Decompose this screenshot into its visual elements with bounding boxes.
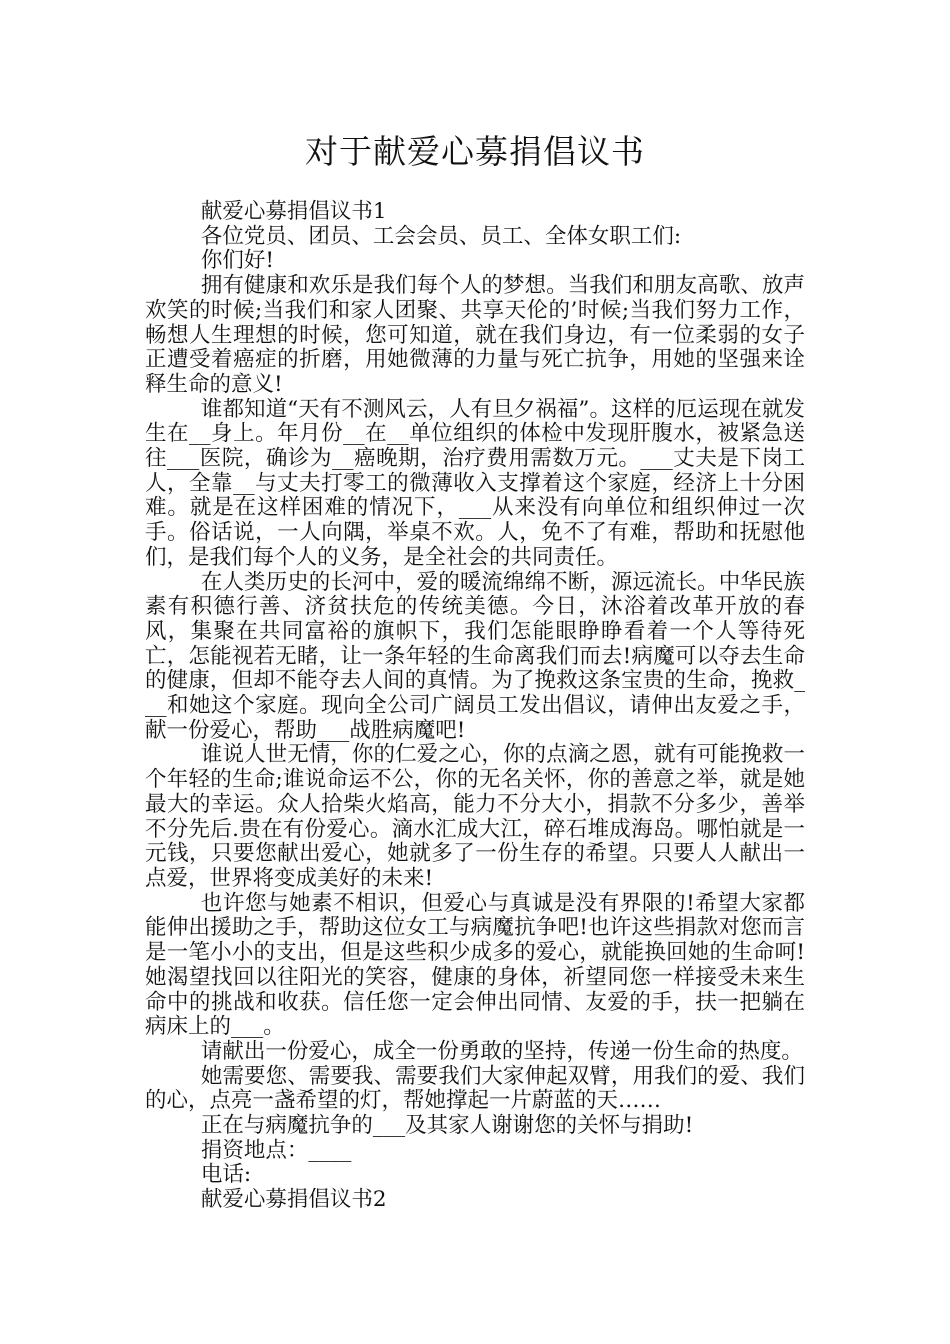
paragraph-body: 在人类历史的长河中，爱的暖流绵绵不断，源远流长。中华民族素有积德行善、济贫扶危的传统美德。今日，沐浴着改革开放的春风，集聚在共同富裕的旗帜下，我们怎能眼睁睁看着一个人等待死亡，怎能视若无睹，让一条年轻的生命离我们而去!病魔可以夺去生命的健康，但却不能夺去人间的真情。为了挽救这条宝贵的生命，挽救___和她这个家庭。现向全公司广阔员工发出倡议，请伸出友爱之手，献一份爱心，帮助___战胜病魔吧! bbox=[145, 569, 805, 743]
document-title: 对于献爱心募捐倡议书 bbox=[305, 132, 645, 171]
paragraph-body: 谁都知道“天有不测风云，人有旦夕祸福”。这样的厄运现在就发生在__身上。年月份__在__单位组织的体检中发现肝腹水，被紧急送往___医院，确诊为__癌晚期，治疗费用需数万元。___丈夫是下岗工人，全靠__与丈夫打零工的微薄收入支撑着这个家庭，经济上十分困难。就是在这样困难的情况下，___从来没有向单位和组织伸过一次手。俗话说，一人向隅，举桌不欢。人，免不了有难，帮助和抚慰他们，是我们每个人的义务，是全社会的共同责任。 bbox=[145, 396, 805, 570]
paragraph-heading-1: 献爱心募捐倡议书1 bbox=[200, 199, 387, 224]
paragraph-heading-2: 献爱心募捐倡议书2 bbox=[200, 1187, 387, 1213]
document-body bbox=[145, 200, 805, 1213]
paragraph-body: 也许您与她素不相识，但爱心与真诚是没有界限的!希望大家都能伸出援助之手，帮助这位女工与病魔抗争吧!也许这些捐款对您而言是一笔小小的支出，但是这些积少成多的爱心，就能换回她的生命呵!她渴望找回以往阳光的笑容，健康的身体，祈望同您一样接受未来生命中的挑战和收获。信任您一定会伸出同情、友爱的手，扶一把躺在病床上的___。 bbox=[145, 890, 805, 1040]
paragraph-salutation: 各位党员、团员、工会会员、员工、全体女职工们: bbox=[200, 223, 682, 249]
paragraph-donation-location: 捐资地点：____ bbox=[200, 1137, 352, 1163]
paragraph-greeting: 你们好! bbox=[200, 248, 275, 274]
paragraph-thanks: 正在与病魔抗争的___及其家人谢谢您的关怀与捐助! bbox=[200, 1113, 694, 1139]
document-page bbox=[145, 126, 805, 1213]
paragraph-body: 拥有健康和欢乐是我们每个人的梦想。当我们和朋友高歌、放声欢笑的时候;当我们和家人团聚、共享天伦的’时候;当我们努力工作，畅想人生理想的时候，您可知道，就在我们身边，有一位柔弱的女子正遭受着癌症的折磨，用她微薄的力量与死亡抗争，用她的坚强来诠释生命的意义! bbox=[145, 273, 805, 397]
paragraph-body: 请献出一份爱心，成全一份勇敢的坚持，传递一份生命的热度。 bbox=[200, 1038, 803, 1064]
paragraph-phone: 电话: bbox=[200, 1162, 252, 1188]
paragraph-body: 她需要您、需要我、需要我们大家伸起双臂，用我们的爱、我们的心，点亮一盏希望的灯，帮她撑起一片蔚蓝的天…… bbox=[145, 1063, 805, 1114]
paragraph-body: 谁说人世无情，你的仁爱之心，你的点滴之恩，就有可能挽救一个年轻的生命;谁说命运不公，你的无名关怀，你的善意之举，就是她最大的幸运。众人拾柴火焰高，能力不分大小，捐款不分多少，善举不分先后.贵在有份爱心。滴水汇成大江，碎石堆成海岛。哪怕就是一元钱，只要您献出爱心，她就多了一份生存的希望。只要人人献出一点爱，世界将变成美好的未来! bbox=[145, 742, 805, 891]
